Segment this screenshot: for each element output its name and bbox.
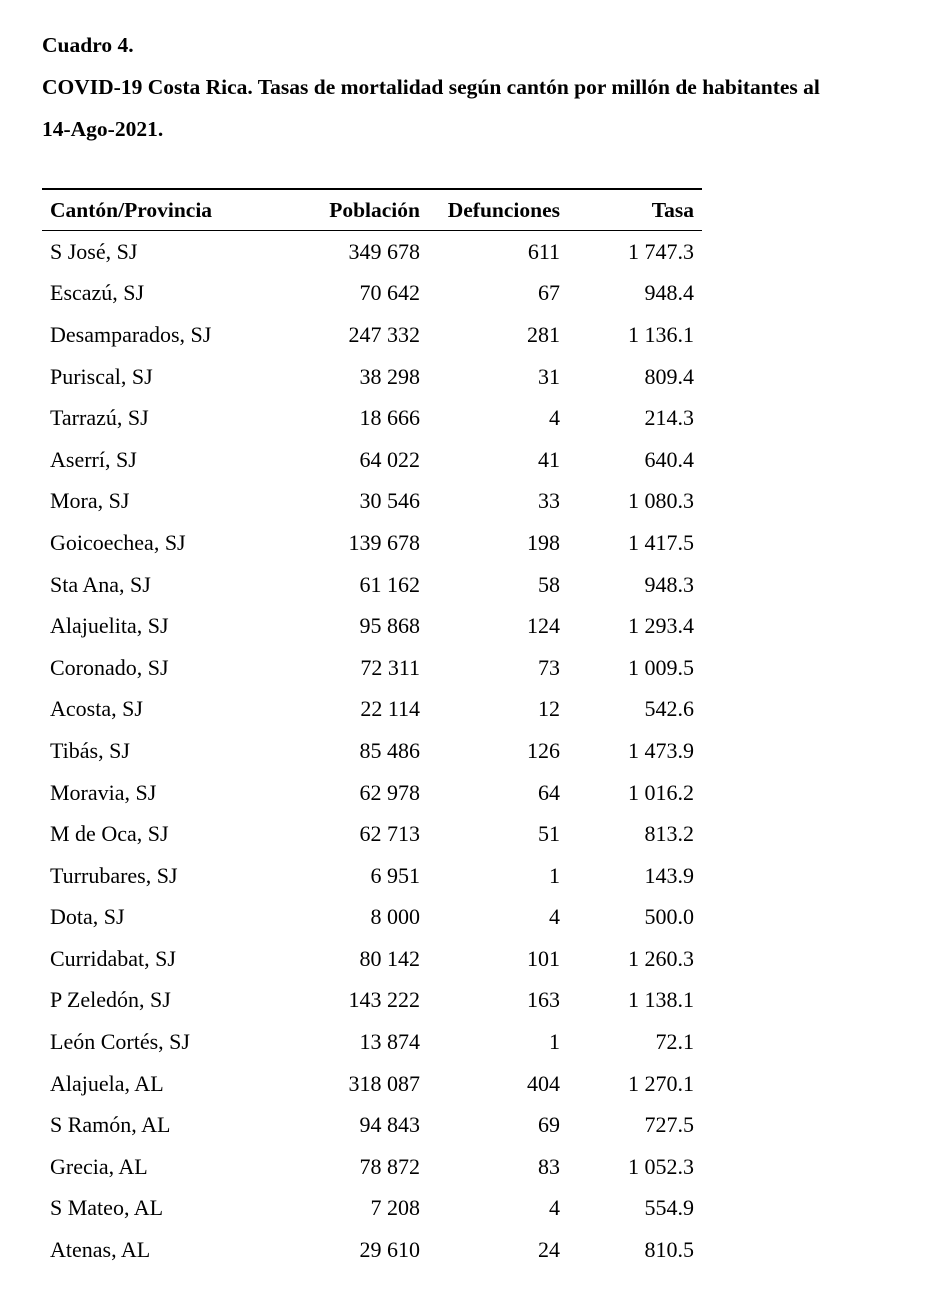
- cell-defunciones: 67: [538, 280, 560, 306]
- header-tasa: Tasa: [651, 197, 694, 222]
- cell-poblacion: 13 874: [359, 1029, 420, 1055]
- cell-canton: Moravia, SJ: [50, 779, 157, 805]
- mortality-table-container: [42, 188, 694, 1271]
- cell-canton: Turrubares, SJ: [50, 862, 178, 888]
- cell-poblacion: 38 298: [359, 363, 420, 389]
- cell-defunciones: 611: [527, 238, 560, 264]
- cell-poblacion: 70 642: [359, 280, 420, 306]
- table-row: [42, 813, 702, 855]
- cell-defunciones: 69: [538, 1112, 560, 1138]
- cell-defunciones: 126: [527, 737, 560, 763]
- cell-canton: Dota, SJ: [50, 904, 125, 930]
- cell-tasa: 1 080.3: [628, 488, 694, 514]
- cell-defunciones: 73: [538, 654, 560, 680]
- table-row: [42, 1063, 702, 1105]
- cell-poblacion: 85 486: [359, 737, 420, 763]
- cell-poblacion: 8 000: [370, 904, 420, 930]
- table-row: [42, 273, 702, 315]
- table-title-line-1: COVID-19 Costa Rica. Tasas de mortalidad según cantón por millón de habitantes al: [42, 75, 820, 99]
- table-header: [42, 189, 702, 231]
- cell-tasa: 1 052.3: [628, 1153, 694, 1179]
- cell-canton: Alajuela, AL: [50, 1070, 164, 1096]
- table-row: [42, 730, 702, 772]
- table-row: [42, 314, 702, 356]
- cell-canton: Puriscal, SJ: [50, 363, 153, 389]
- cell-poblacion: 80 142: [359, 945, 420, 971]
- cell-poblacion: 318 087: [348, 1070, 420, 1096]
- cell-poblacion: 6 951: [370, 862, 420, 888]
- cell-poblacion: 139 678: [348, 529, 420, 555]
- cell-defunciones: 281: [527, 321, 560, 347]
- table-row: [42, 439, 702, 481]
- cell-poblacion: 22 114: [360, 696, 420, 722]
- table-row: [42, 605, 702, 647]
- cell-canton: S Ramón, AL: [50, 1112, 171, 1138]
- cell-poblacion: 61 162: [359, 571, 420, 597]
- cell-poblacion: 94 843: [359, 1112, 420, 1138]
- cell-tasa: 1 473.9: [628, 737, 694, 763]
- cell-tasa: 813.2: [644, 821, 694, 847]
- cell-defunciones: 1: [549, 1029, 560, 1055]
- cell-canton: Alajuelita, SJ: [50, 613, 169, 639]
- cell-tasa: 948.4: [644, 280, 694, 306]
- table-row: [42, 689, 702, 731]
- cell-tasa: 640.4: [644, 446, 694, 472]
- cell-tasa: 1 417.5: [628, 529, 694, 555]
- cell-defunciones: 12: [538, 696, 560, 722]
- cell-canton: Escazú, SJ: [50, 280, 145, 306]
- cell-canton: Coronado, SJ: [50, 654, 169, 680]
- cell-canton: Aserrí, SJ: [50, 446, 137, 472]
- cell-poblacion: 64 022: [359, 446, 420, 472]
- table-label: Cuadro 4.: [42, 33, 134, 57]
- cell-defunciones: 101: [527, 945, 560, 971]
- table-row: [42, 980, 702, 1022]
- cell-tasa: 143.9: [644, 862, 694, 888]
- table-row: [42, 772, 702, 814]
- cell-defunciones: 51: [538, 821, 560, 847]
- header-defunciones: Defunciones: [447, 197, 560, 222]
- cell-tasa: 72.1: [655, 1029, 694, 1055]
- cell-canton: Grecia, AL: [50, 1153, 148, 1179]
- cell-poblacion: 7 208: [370, 1195, 420, 1221]
- cell-canton: S Mateo, AL: [50, 1195, 164, 1221]
- cell-canton: S José, SJ: [50, 238, 138, 264]
- table-row: [42, 397, 702, 439]
- cell-tasa: 1 138.1: [628, 987, 694, 1013]
- cell-tasa: 727.5: [644, 1112, 694, 1138]
- table-row: [42, 564, 702, 606]
- cell-tasa: 214.3: [644, 405, 694, 431]
- cell-defunciones: 58: [538, 571, 560, 597]
- cell-canton: León Cortés, SJ: [50, 1029, 190, 1055]
- cell-defunciones: 31: [538, 363, 560, 389]
- cell-poblacion: 78 872: [359, 1153, 420, 1179]
- table-caption: [42, 24, 927, 150]
- cell-canton: Goicoechea, SJ: [50, 529, 186, 555]
- table-row: [42, 647, 702, 689]
- cell-poblacion: 62 713: [359, 821, 420, 847]
- table-row: [42, 1146, 702, 1188]
- table-row: [42, 1229, 702, 1271]
- table-row: [42, 522, 702, 564]
- cell-tasa: 542.6: [644, 696, 694, 722]
- cell-poblacion: 29 610: [359, 1237, 420, 1263]
- cell-tasa: 948.3: [644, 571, 694, 597]
- cell-tasa: 809.4: [644, 363, 694, 389]
- header-poblacion: Población: [329, 197, 420, 222]
- cell-poblacion: 62 978: [359, 779, 420, 805]
- cell-tasa: 554.9: [644, 1195, 694, 1221]
- table-row: [42, 481, 702, 523]
- cell-tasa: 1 293.4: [628, 613, 694, 639]
- table-row: [42, 231, 702, 273]
- table-row: [42, 1104, 702, 1146]
- cell-defunciones: 163: [527, 987, 560, 1013]
- header-canton: Cantón/Provincia: [50, 197, 213, 222]
- cell-defunciones: 4: [549, 904, 560, 930]
- cell-canton: P Zeledón, SJ: [50, 987, 171, 1013]
- cell-canton: Desamparados, SJ: [50, 321, 212, 347]
- cell-defunciones: 404: [527, 1070, 560, 1096]
- cell-canton: Tibás, SJ: [50, 737, 130, 763]
- cell-poblacion: 143 222: [348, 987, 420, 1013]
- table-row: [42, 1188, 702, 1230]
- table-row: [42, 897, 702, 939]
- cell-canton: Curridabat, SJ: [50, 945, 176, 971]
- table-body: [42, 231, 702, 1271]
- mortality-table: [42, 188, 702, 1271]
- table-row: [42, 356, 702, 398]
- cell-tasa: 810.5: [644, 1237, 694, 1263]
- cell-tasa: 1 016.2: [628, 779, 694, 805]
- cell-defunciones: 33: [538, 488, 560, 514]
- cell-defunciones: 124: [527, 613, 560, 639]
- cell-canton: Mora, SJ: [50, 488, 130, 514]
- cell-poblacion: 95 868: [359, 613, 420, 639]
- cell-canton: Acosta, SJ: [50, 696, 143, 722]
- cell-defunciones: 4: [549, 405, 560, 431]
- cell-defunciones: 83: [538, 1153, 560, 1179]
- cell-poblacion: 72 311: [360, 654, 420, 680]
- cell-tasa: 1 747.3: [628, 238, 694, 264]
- table-row: [42, 1021, 702, 1063]
- cell-defunciones: 1: [549, 862, 560, 888]
- cell-canton: M de Oca, SJ: [50, 821, 169, 847]
- cell-canton: Atenas, AL: [50, 1237, 151, 1263]
- cell-defunciones: 4: [549, 1195, 560, 1221]
- table-row: [42, 938, 702, 980]
- cell-defunciones: 198: [527, 529, 560, 555]
- cell-poblacion: 247 332: [348, 321, 420, 347]
- cell-tasa: 1 270.1: [628, 1070, 694, 1096]
- cell-poblacion: 18 666: [359, 405, 420, 431]
- cell-canton: Sta Ana, SJ: [50, 571, 151, 597]
- cell-poblacion: 349 678: [348, 238, 420, 264]
- table-row: [42, 855, 702, 897]
- header-row: [42, 189, 702, 231]
- table-title-line-2: 14-Ago-2021.: [42, 117, 164, 141]
- cell-canton: Tarrazú, SJ: [50, 405, 149, 431]
- cell-defunciones: 24: [538, 1237, 560, 1263]
- cell-poblacion: 30 546: [359, 488, 420, 514]
- cell-tasa: 1 260.3: [628, 945, 694, 971]
- cell-tasa: 1 009.5: [628, 654, 694, 680]
- cell-defunciones: 41: [538, 446, 560, 472]
- cell-tasa: 1 136.1: [628, 321, 694, 347]
- cell-defunciones: 64: [538, 779, 560, 805]
- cell-tasa: 500.0: [644, 904, 694, 930]
